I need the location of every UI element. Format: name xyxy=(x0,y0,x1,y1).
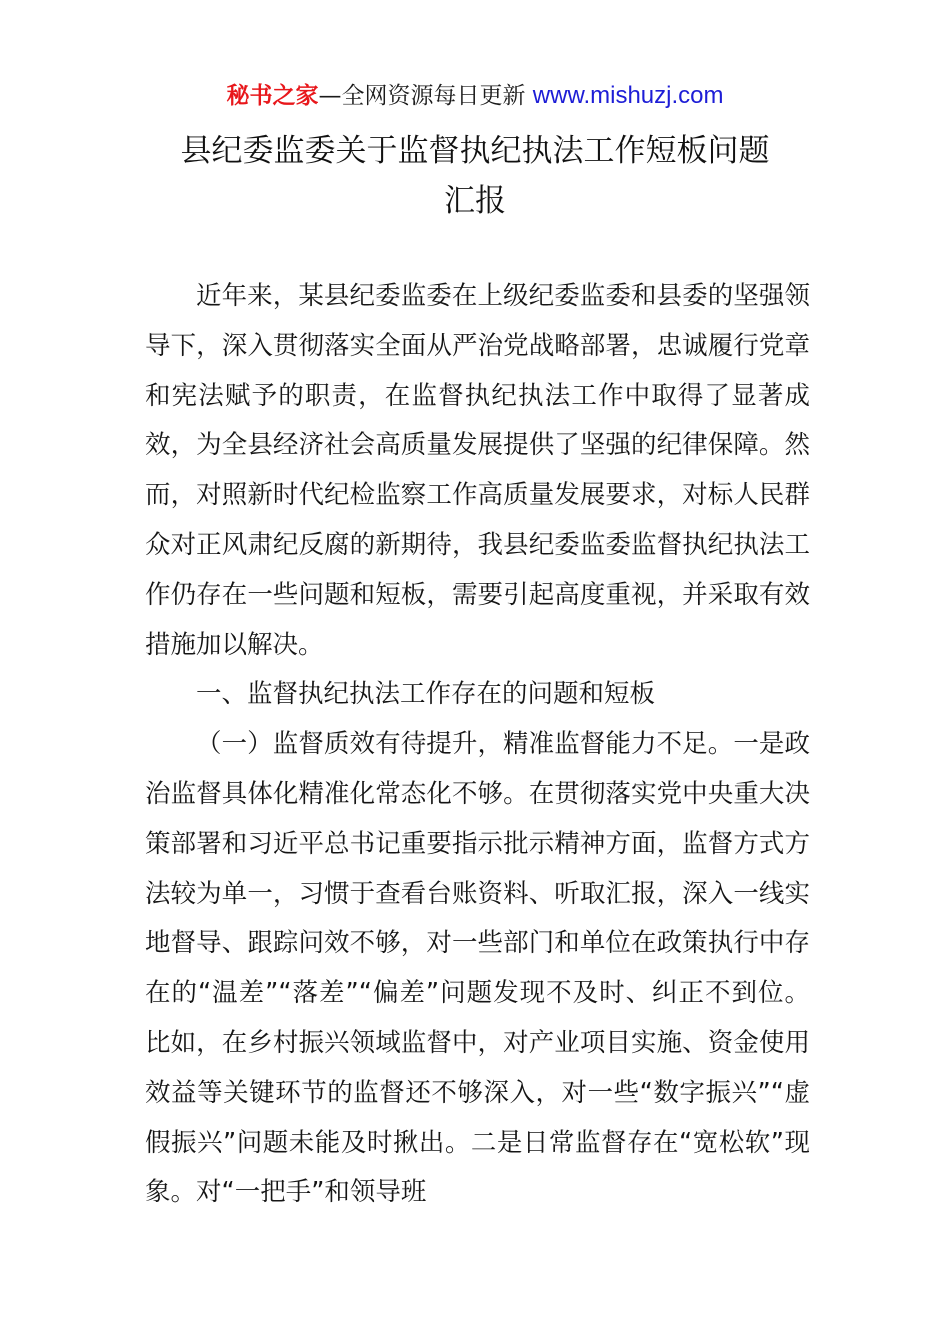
title-line-1: 县纪委监委关于监督执纪执法工作短板问题 xyxy=(180,133,770,169)
subsection-paragraph: （一）监督质效有待提升，精准监督能力不足。一是政治监督具体化精准化常态化不够。在贯彻落实党中央重大决策部署和习近平总书记重要指示批示精神方面，监督方式方法较为单一，习惯于查看台账资料、听取汇报，深入一线实地督导、跟踪问效不够，对一些部门和单位在政策执行中存在的“温差”“落差”“偏差”问题发现不及时、纠正不到位。比如，在乡村振兴领域监督中，对产业项目实施、资金使用效益等关键环节的监督还不够深入，对一些“数字振兴”“虚假振兴”问题未能及时揪出。二是日常监督存在“宽松软”现象。对“一把手”和领导班 xyxy=(145,729,810,1208)
site-url[interactable]: www.mishuzj.com xyxy=(532,82,724,109)
intro-paragraph: 近年来，某县纪委监委在上级纪委监委和县委的坚强领导下，深入贯彻落实全面从严治党战略部署，忠诚履行党章和宪法赋予的职责，在监督执纪执法工作中取得了显著成效，为全县经济社会高质量发展提供了坚强的纪律保障。然而，对照新时代纪检监察工作高质量发展要求，对标人民群众对正风肃纪反腐的新期待，我县纪委监委监督执纪执法工作仍存在一些问题和短板，需要引起高度重视，并采取有效措施加以解决。 xyxy=(145,281,810,660)
document-body xyxy=(145,272,810,1218)
title-line-2: 汇报 xyxy=(444,183,506,219)
site-tagline: —全网资源每日更新 xyxy=(318,83,526,109)
site-banner xyxy=(0,80,950,112)
section-heading: 一、监督执纪执法工作存在的问题和短板 xyxy=(196,679,656,710)
brand-name: 秘书之家 xyxy=(226,83,319,109)
document-title xyxy=(0,126,950,226)
